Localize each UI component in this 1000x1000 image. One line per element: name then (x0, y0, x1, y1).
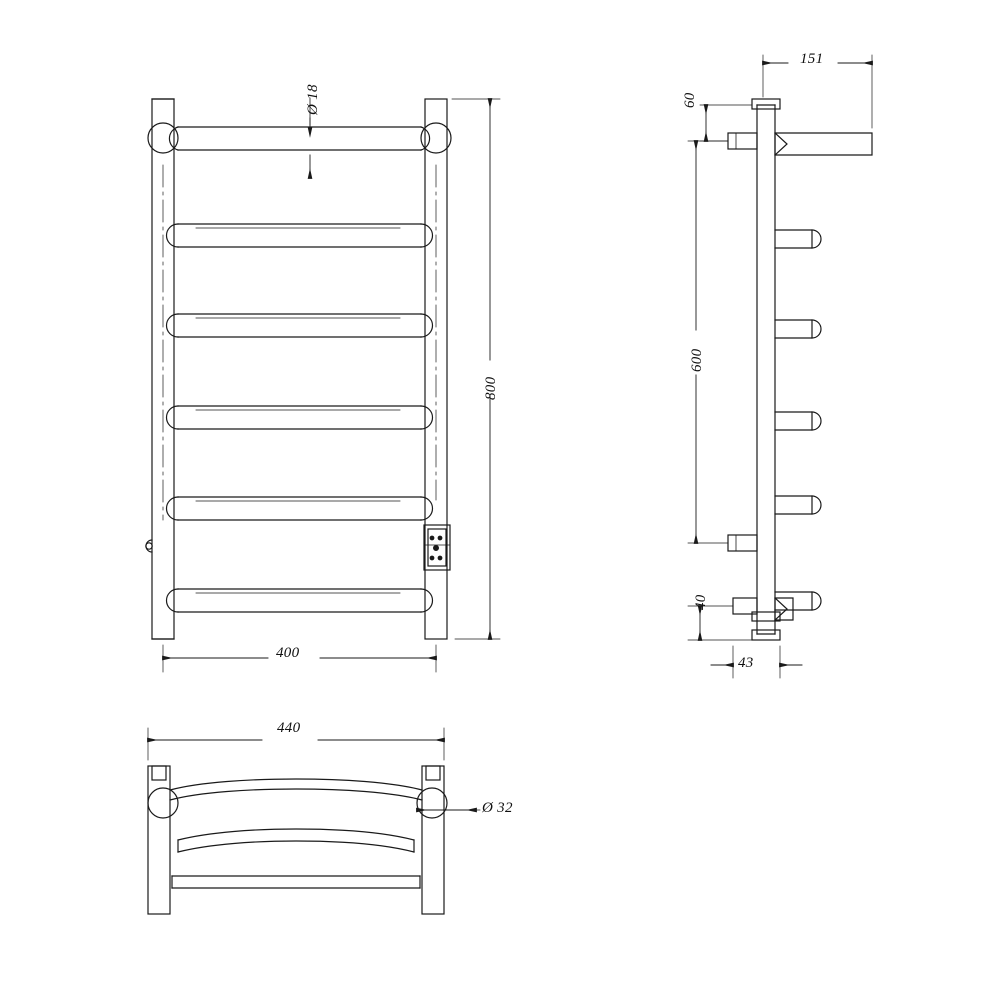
dim-front-width: 400 (276, 645, 300, 661)
dim-top-overall-width: 440 (277, 720, 301, 736)
front-view (146, 98, 500, 672)
dim-top-post-diameter: Ø 32 (482, 800, 513, 816)
dim-side-center-height: 600 (689, 348, 705, 372)
dim-front-height: 800 (483, 376, 499, 400)
dim-side-top-offset: 60 (682, 92, 698, 108)
dim-side-profile-width: 43 (738, 655, 754, 671)
top-view (148, 728, 480, 914)
dim-tube-diameter: Ø 18 (305, 84, 321, 115)
dim-side-bottom-offset: 40 (693, 594, 709, 610)
dim-side-bracket-depth: 151 (800, 51, 824, 67)
side-view (688, 55, 872, 678)
